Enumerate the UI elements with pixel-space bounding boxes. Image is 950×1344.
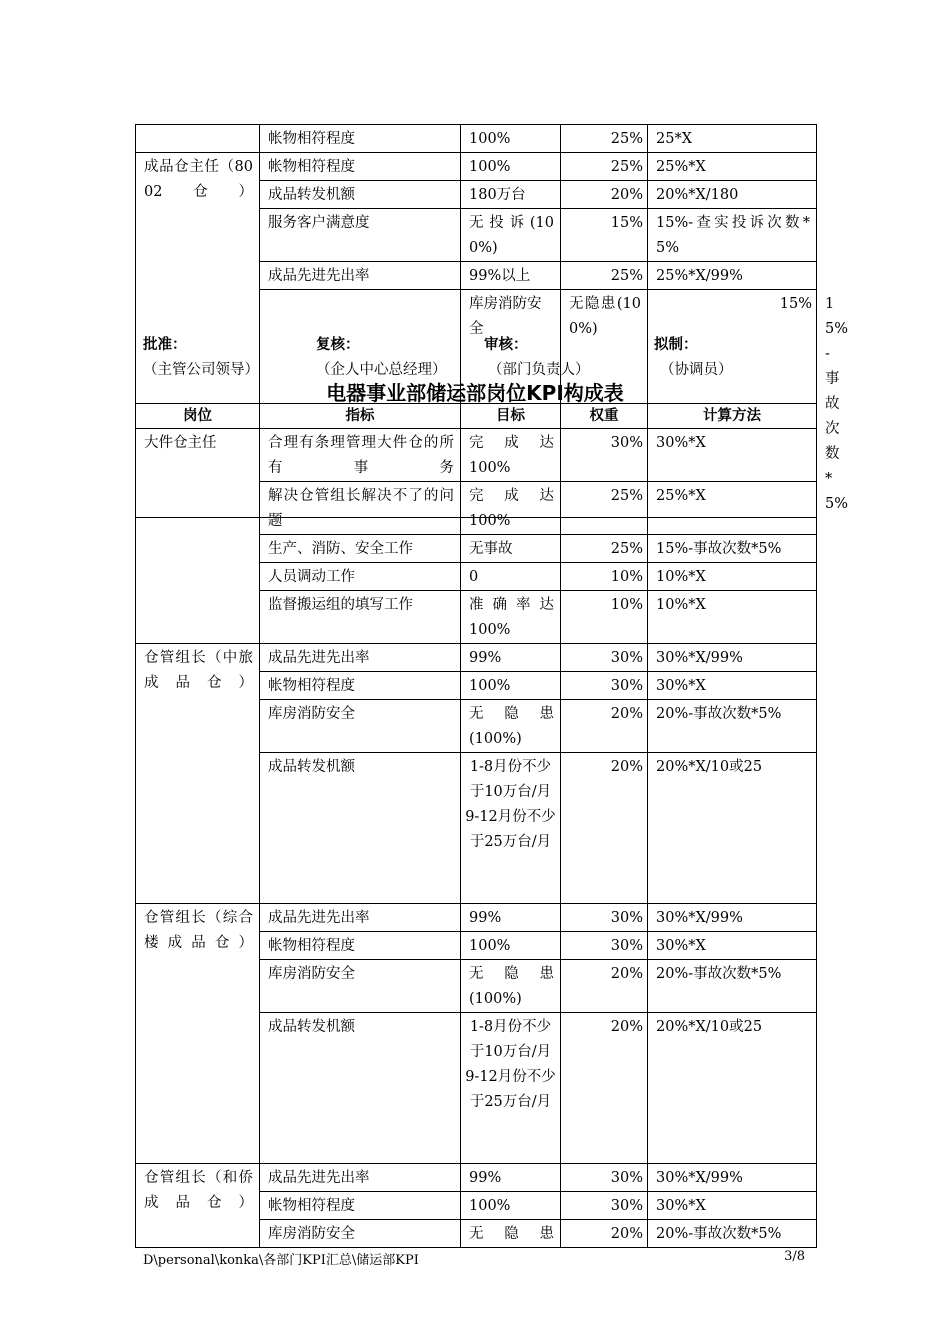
weight-cell: 20% <box>561 1013 648 1164</box>
footer-page-number: 3/8 <box>784 1249 805 1264</box>
column-header-target: 目标 <box>461 404 561 429</box>
weight-cell: 20% <box>561 1220 648 1248</box>
target-cell: 准确率达 100% <box>461 591 561 644</box>
audit-role: （部门负责人） <box>488 362 590 378</box>
indicator-cell: 库房消防安全 <box>260 1220 461 1248</box>
target-cell: 无隐患 (100%) <box>461 700 561 753</box>
method-cell: 30%*X/99% <box>648 1164 817 1192</box>
target-cell: 100% <box>461 672 561 700</box>
indicator-cell: 成品转发机额 <box>260 1013 461 1164</box>
target-cell: 99%以上 <box>461 262 561 290</box>
weight-cell: 20% <box>561 181 648 209</box>
indicator-cell: 合理有条理管理大件仓的所有事务 <box>260 429 461 482</box>
target-cell: 完成达 100% <box>461 429 561 482</box>
weight-cell: 30% <box>561 1164 648 1192</box>
table-row: 库房消防安全 无隐患(100%) 15% 15%-事故次数*5% <box>136 290 817 518</box>
indicator-cell: 帐物相符程度 <box>260 932 461 960</box>
indicator-cell: 成品先进先出率 <box>260 644 461 672</box>
weight-cell: 25% <box>561 125 648 153</box>
table-row <box>136 429 817 482</box>
method-cell: 10%*X <box>648 563 817 591</box>
indicator-cell: 帐物相符程度 <box>260 672 461 700</box>
target-cell: 无隐患 <box>461 1220 561 1248</box>
indicator-cell: 服务客户满意度 <box>260 209 461 262</box>
post-cell: 成品仓主任（8002仓） <box>136 153 260 518</box>
indicator-cell: 成品先进先出率 <box>260 262 461 290</box>
indicator-cell: 库房消防安全 <box>461 290 561 518</box>
indicator-cell: 人员调动工作 <box>260 563 461 591</box>
target-cell: 无投诉(100%) <box>461 209 561 262</box>
table-row <box>136 904 817 932</box>
weight-cell: 20% <box>561 960 648 1013</box>
method-cell: 30%*X <box>648 672 817 700</box>
footer-file-path: D\personal\konka\各部门KPI汇总\储运部KPI <box>143 1253 419 1268</box>
weight-cell: 30% <box>561 429 648 482</box>
method-cell: 25%*X <box>648 153 817 181</box>
method-cell: 30%*X <box>648 1192 817 1220</box>
weight-cell: 20% <box>561 700 648 753</box>
method-cell: 20%-事故次数*5% <box>648 1220 817 1248</box>
method-cell: 30%*X <box>648 932 817 960</box>
audit-label: 审核： <box>484 337 528 353</box>
target-cell: 99% <box>461 1164 561 1192</box>
table-row <box>136 125 817 153</box>
method-cell: 25*X <box>648 125 817 153</box>
weight-cell: 30% <box>561 644 648 672</box>
column-header-post: 岗位 <box>136 404 260 429</box>
indicator-cell: 解决仓管组长解决不了的问题 <box>260 482 461 535</box>
method-cell: 10%*X <box>648 591 817 644</box>
post-cell: 大件仓主任 <box>136 429 260 644</box>
indicator-cell: 成品先进先出率 <box>260 1164 461 1192</box>
indicator-cell: 库房消防安全 <box>260 960 461 1013</box>
weight-cell: 25% <box>561 482 648 535</box>
weight-cell: 15% <box>561 209 648 262</box>
target-cell: 100% <box>461 125 561 153</box>
approve-role: （主管公司领导） <box>143 362 259 378</box>
column-header-indicator: 指标 <box>260 404 461 429</box>
indicator-cell: 帐物相符程度 <box>260 1192 461 1220</box>
target-cell: 100% <box>461 1192 561 1220</box>
kpi-table <box>135 403 817 1248</box>
table-row <box>136 1164 817 1192</box>
column-header-method: 计算方法 <box>648 404 817 429</box>
draft-label: 拟制： <box>654 337 698 353</box>
method-cell: 15%-事故次数*5% <box>648 535 817 563</box>
review-role: （企人中心总经理） <box>316 362 447 378</box>
weight-cell: 20% <box>561 753 648 904</box>
method-cell: 30%*X <box>648 429 817 482</box>
indicator-cell: 生产、消防、安全工作 <box>260 535 461 563</box>
method-cell: 20%*X/10或25 <box>648 1013 817 1164</box>
method-cell: 15%-查实投诉次数*5% <box>648 209 817 262</box>
page-title: 电器事业部储运部岗位KPI构成表 <box>326 381 624 405</box>
table-row <box>136 644 817 672</box>
indicator-cell: 监督搬运组的填写工作 <box>260 591 461 644</box>
method-cell: 20%-事故次数*5% <box>648 700 817 753</box>
target-cell: 无隐患(100%) <box>561 290 648 518</box>
review-label: 复核： <box>316 337 360 353</box>
weight-cell: 30% <box>561 672 648 700</box>
weight-cell: 15% <box>648 290 817 518</box>
method-cell: 30%*X/99% <box>648 904 817 932</box>
method-cell: 20%-事故次数*5% <box>648 960 817 1013</box>
weight-cell: 30% <box>561 904 648 932</box>
approve-label: 批准： <box>143 337 187 353</box>
indicator-cell: 成品先进先出率 <box>260 904 461 932</box>
target-cell: 1-8月份不少于10万台/月 9-12月份不少于25万台/月 <box>461 753 561 904</box>
target-cell: 100% <box>461 153 561 181</box>
target-cell: 180万台 <box>461 181 561 209</box>
target-cell: 99% <box>461 644 561 672</box>
column-header-weight: 权重 <box>561 404 648 429</box>
target-cell: 无事故 <box>461 535 561 563</box>
weight-cell: 25% <box>561 262 648 290</box>
target-cell: 完成达 100% <box>461 482 561 535</box>
indicator-cell: 成品转发机额 <box>260 181 461 209</box>
target-cell: 0 <box>461 563 561 591</box>
post-cell: 仓管组长（和侨成品仓） <box>136 1164 260 1248</box>
target-cell: 1-8月份不少于10万台/月 9-12月份不少于25万台/月 <box>461 1013 561 1164</box>
target-cell: 100% <box>461 932 561 960</box>
post-cell <box>136 125 260 153</box>
method-cell: 20%*X/10或25 <box>648 753 817 904</box>
weight-cell: 30% <box>561 1192 648 1220</box>
method-cell: 25%*X <box>648 482 817 535</box>
weight-cell: 30% <box>561 932 648 960</box>
draft-role: （协调员） <box>660 362 733 378</box>
target-cell: 无隐患 (100%) <box>461 960 561 1013</box>
post-cell: 仓管组长（综合楼成品仓） <box>136 904 260 1164</box>
weight-cell: 10% <box>561 563 648 591</box>
table-row <box>136 153 817 181</box>
weight-cell: 25% <box>561 153 648 181</box>
post-cell: 仓管组长（中旅成品仓） <box>136 644 260 904</box>
indicator-cell: 帐物相符程度 <box>260 125 461 153</box>
method-cell: 30%*X/99% <box>648 644 817 672</box>
indicator-cell: 库房消防安全 <box>260 700 461 753</box>
method-cell: 25%*X/99% <box>648 262 817 290</box>
target-cell: 99% <box>461 904 561 932</box>
weight-cell: 10% <box>561 591 648 644</box>
table-header-row <box>136 404 817 429</box>
indicator-cell: 帐物相符程度 <box>260 153 461 181</box>
indicator-cell: 成品转发机额 <box>260 753 461 904</box>
weight-cell: 25% <box>561 535 648 563</box>
method-cell: 20%*X/180 <box>648 181 817 209</box>
